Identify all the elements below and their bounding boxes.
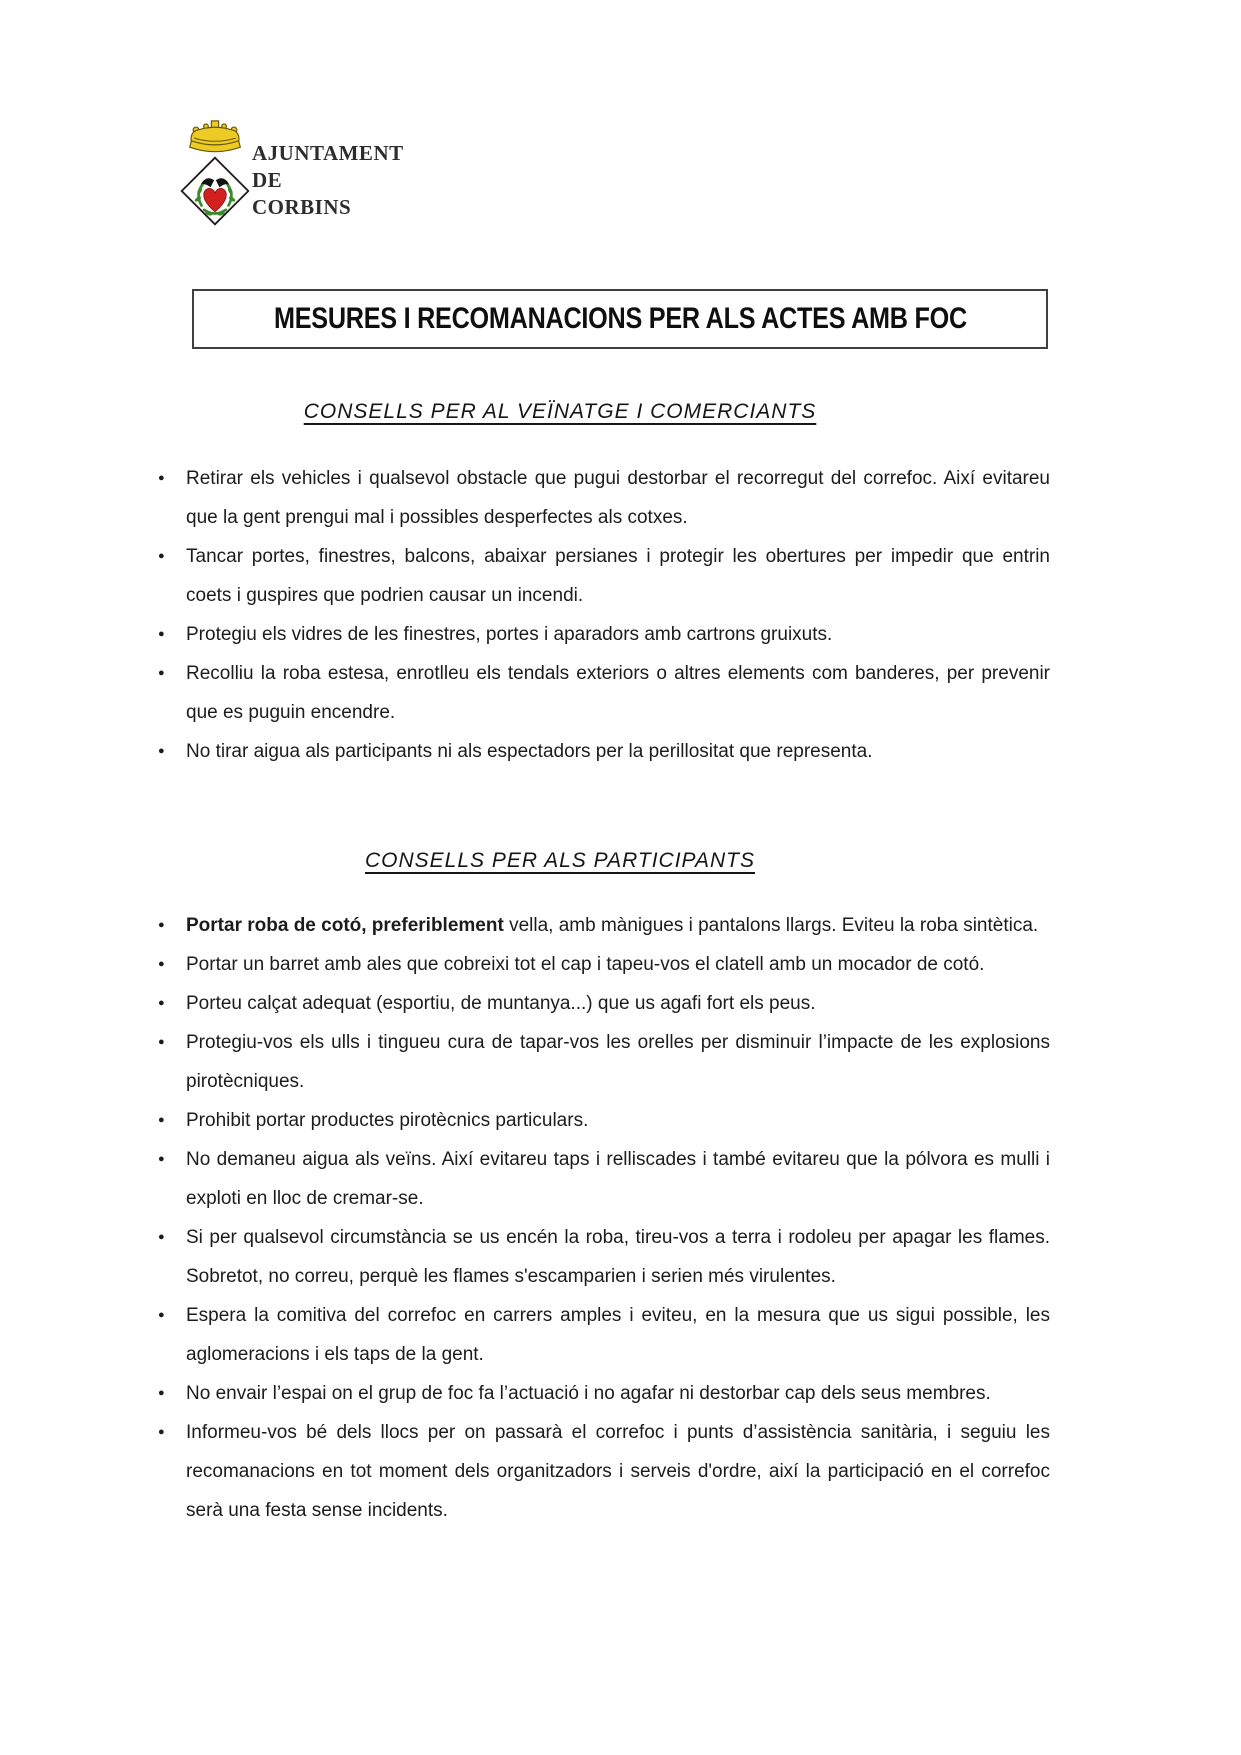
list-item-text-bold: Portar roba de cotó, preferiblement [186,915,504,936]
list-item [155,1101,1050,1140]
list-item-text: Informeu-vos bé dels llocs per on passarà el correfoc i punts d’assistència sanitària, i seguiu les recomanacions en tot moment dels organitzadors i serveis d'ordre, així la participació en el correfoc serà una festa sense incidents. [186,1422,1050,1521]
list-item-text: Si per qualsevol circumstància se us encén la roba, tireu-vos a terra i rodoleu per apagar les flames. Sobretot, no correu, perquè les flames s'escamparien i serien més virulentes. [186,1227,1050,1287]
list-item-text: No demaneu aigua als veïns. Així evitareu taps i relliscades i també evitareu que la pólvora es mulli i exploti en lloc de cremar-se. [186,1149,1050,1209]
list-item-text: Tancar portes, finestres, balcons, abaixar persianes i protegir les obertures per impedir que entrin coets i guspires que podrien causar un incendi. [186,546,1050,606]
list-item [155,1413,1050,1530]
list-item [155,1218,1050,1296]
list-item-text: Portar un barret amb ales que cobreixi tot el cap i tapeu-vos el clatell amb un mocador de cotó. [186,954,985,975]
list-item-text: Porteu calçat adequat (esportiu, de muntanya...) que us agafi fort els peus. [186,993,816,1014]
advice-list-participants [155,906,1050,1530]
list-item [155,537,1050,615]
section-heading-participants: CONSELLS PER ALS PARTICIPANTS [365,849,755,872]
document-title: MESURES I RECOMANACIONS PER ALS ACTES AMB FOC [273,302,967,335]
list-item-text: No envair l’espai on el grup de foc fa l’actuació i no agafar ni destorbar cap dels seus membres. [186,1383,991,1404]
list-item [155,732,1050,771]
list-item-text: Retirar els vehicles i qualsevol obstacle que pugui destorbar el recorregut del correfoc. Així evitareu que la gent prengui mal i possibles desperfectes als cotxes. [186,468,1050,528]
org-name-line: AJUNTAMENT [252,141,404,165]
list-item-text: Espera la comitiva del correfoc en carrers amples i eviteu, en la mesura que us sigui possible, les aglomeracions i els taps de la gent. [186,1305,1050,1365]
list-item [155,615,1050,654]
list-item [155,1374,1050,1413]
list-item-text: Prohibit portar productes pirotècnics particulars. [186,1110,589,1131]
list-item-text: Recolliu la roba estesa, enrotlleu els tendals exteriors o altres elements com banderes, per prevenir que es puguin encendre. [186,663,1050,723]
list-item-text: Protegiu els vidres de les finestres, portes i aparadors amb cartrons gruixuts. [186,624,833,645]
corbins-logo [178,120,404,227]
advice-list-veinatge [155,459,1050,771]
list-item-text: vella, amb mànigues i pantalons llargs. Eviteu la roba sintètica. [503,915,1039,936]
list-item [155,984,1050,1023]
crown-icon [182,120,248,158]
org-name-line: CORBINS [252,195,352,219]
list-item [155,945,1050,984]
org-name-line: DE [252,168,283,192]
list-item [155,1140,1050,1218]
list-item-text: Protegiu-vos els ulls i tingueu cura de tapar-vos les orelles per disminuir l’impacte de les explosions pirotècniques. [186,1032,1050,1092]
list-item [155,906,1050,945]
logo-artwork [178,120,252,227]
org-name [252,140,472,221]
list-item [155,1023,1050,1101]
list-item-text: No tirar aigua als participants ni als espectadors per la perillositat que representa. [186,741,873,762]
coat-of-arms-icon [179,155,251,227]
list-item [155,459,1050,537]
list-item [155,654,1050,732]
list-item [155,1296,1050,1374]
section-heading-veinatge: CONSELLS PER AL VEÏNATGE I COMERCIANTS [303,400,817,423]
title-box [192,289,1048,349]
